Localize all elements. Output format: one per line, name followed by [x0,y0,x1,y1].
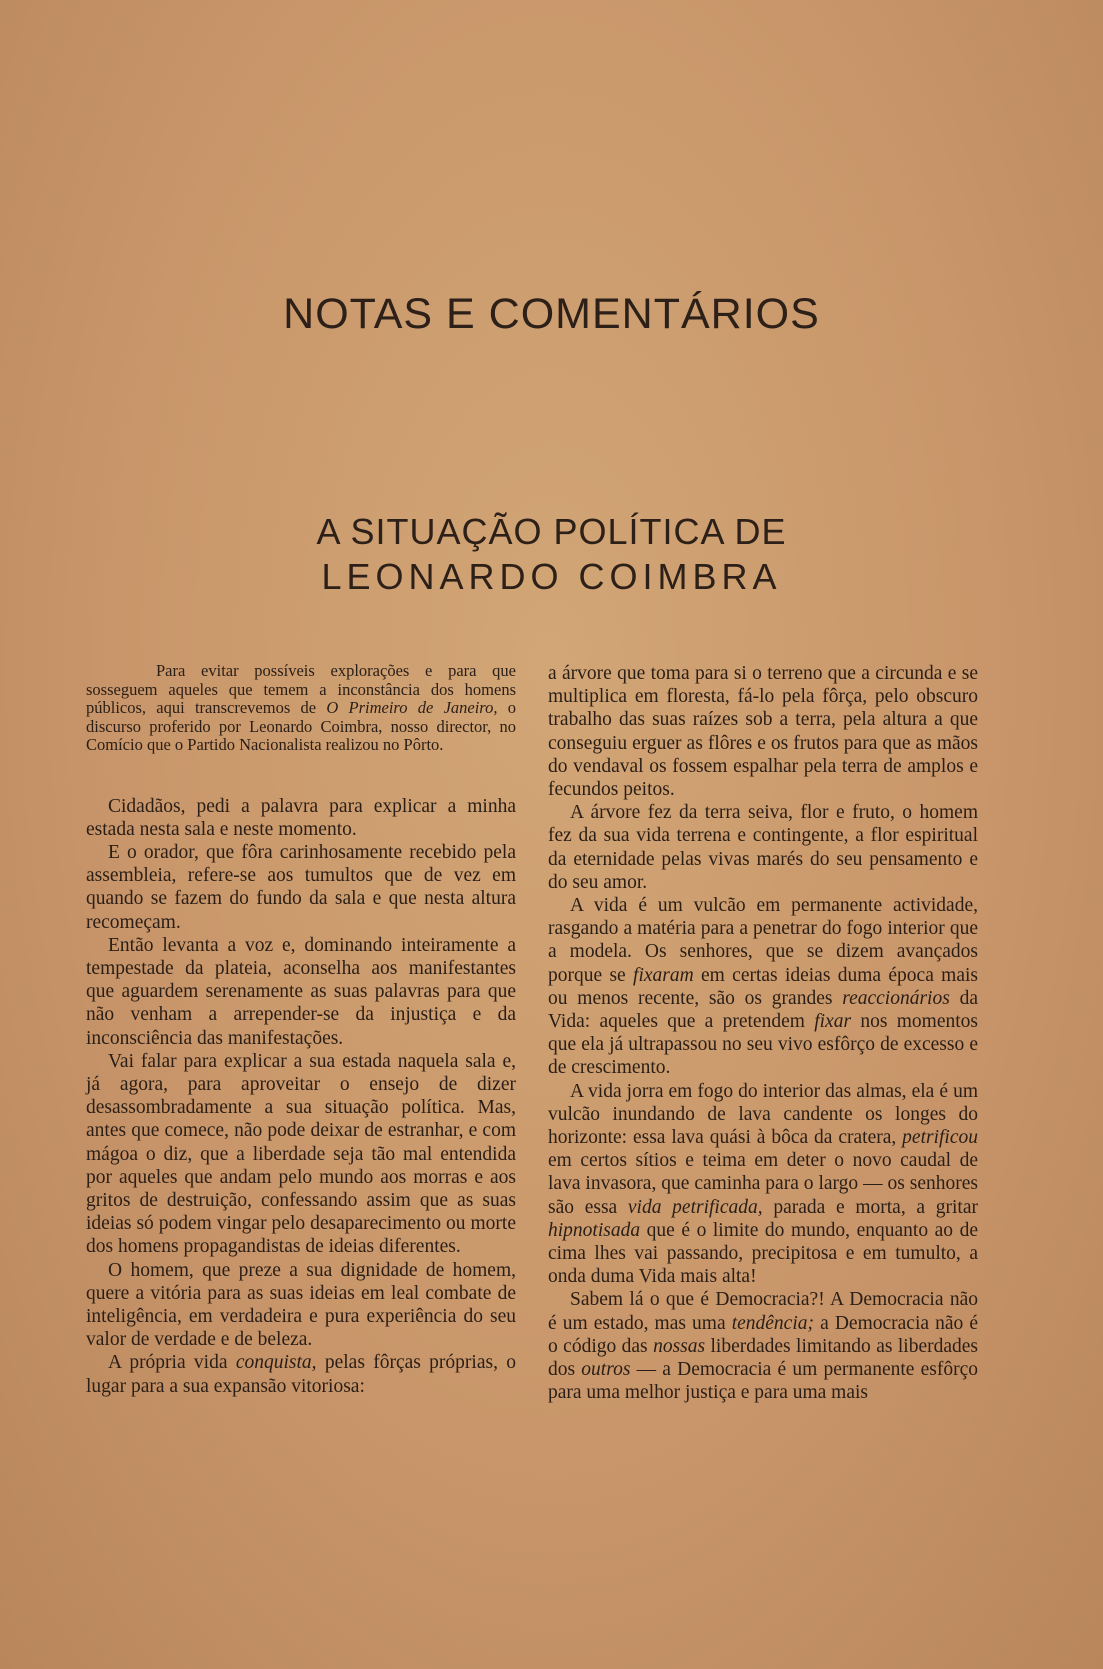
article-title-line-1: A SITUAÇÃO POLÍTICA DE [316,511,787,552]
paragraph [548,1288,978,1404]
italic-run: vida petrificada, [627,1196,763,1218]
text-run: A vida jorra em fogo do interior das almas, ela é um vulcão inundando de lava candente os longes do horizonte: essa lava quási à bôca da cratera, [548,1080,978,1149]
text-run: nos momentos que ela já ultrapassou no seu vivo esfôrço de excesso e de crescimento. [548,1011,978,1079]
paragraph [548,894,978,1080]
article-title [0,510,1103,600]
italic-run: tendência; [731,1312,814,1334]
text-run: que é o limite do mundo, enquanto ao de cima lhes vai passando, precipitosa e em tumulto, a onda duma Vida mais alta! [548,1219,978,1288]
paragraph: E o orador, que fôra carinhosamente recebido pela assembleia, refere-se aos tumultos que de vez em quando se fazem do fundo da sala e que nesta altura recomeçam. [86,841,516,933]
italic-run: hipnotisada [548,1219,641,1241]
paragraph: O homem, que preze a sua dignidade de homem, quere a vitória para as suas ideias em leal combate de inteligência, em verdadeira e pura experiência do seu valor de verdade e de beleza. [86,1259,516,1351]
paragraph: Então levanta a voz e, dominando inteiramente a tempestade da plateia, aconselha aos manifestantes que aguardem serenamente as suas palavras para que não venham a arrepender-se da injustiça e da inconsciência das manifestações. [86,934,516,1049]
text-run: em certos sítios e teima em deter o novo caudal de lava invasora, que caminha para o largo — os senhores são essa [548,1150,978,1218]
paragraph [548,1080,978,1289]
paragraph [86,1351,516,1397]
right-body [548,662,978,1405]
text-run: liberdades limitando as liberdades dos [548,1335,978,1381]
right-column [548,662,978,1405]
italic-run: fixaram [633,964,694,986]
intro-newspaper-name: O Primeiro de Janeiro, [326,698,498,717]
italic-run: outros [581,1359,631,1381]
left-column [86,662,516,1398]
text-run: A vida é um vulcão em permanente actividade, rasgando a matéria para a penetrar do fogo interior que a modela. Os senhores, que se dizem avançados porque se [548,895,978,986]
text-run: — a Democracia é um permanente esfôrço para uma melhor justiça e para uma mais [548,1359,978,1404]
article-title-line-2: LEONARDO COIMBRA [321,556,782,597]
text-run: em certas ideias duma época mais ou menos recente, são os grandes [548,964,978,1009]
intro-text-1: Para evitar possíveis explorações e para que sosseguem aqueles que temem a inconstância dos homens públicos, aqui transcrevemos de [86,661,516,717]
italic-run: petrificou [902,1127,978,1149]
italic-run: nossas [653,1335,706,1357]
text-run: Sabem lá o que é Democracia?! A Democracia não é um estado, mas uma [548,1289,978,1334]
paragraph-continued: a árvore que toma para si o terreno que a circunda e se multiplica em floresta, fá-lo pela fôrça, pelo obscuro trabalho das suas raízes sob a terra, pela altura a que conseguiu erguer as flôres e os frutos para que as mãos do vendaval os fossem espalhar pela terra de amplos e fecundos peitos. [548,663,978,801]
italic-run: conquista, [235,1352,317,1374]
intro-paragraph [86,662,516,755]
text-run: da Vida: aqueles que a pretendem [548,987,978,1033]
text-run: a Democracia não é o código das [548,1312,979,1357]
italic-run: fixar [814,1011,852,1033]
italic-run: reaccionários [842,987,950,1009]
text-run: pelas fôrças próprias, o lugar para a sua expansão vitoriosa: [86,1352,517,1397]
left-body [86,795,516,1398]
paragraph: A árvore fez da terra seiva, flor e fruto, o homem fez da sua vida terrena e contingente, a flor espiritual da eternidade pelas vivas marés do seu pensamento e do seu amor. [548,802,978,893]
section-title: NOTAS E COMENTÁRIOS [283,290,820,338]
paragraph: Cidadãos, pedi a palavra para explicar a minha estada nesta sala e neste momento. [86,795,516,840]
intro-text-2: o discurso proferido por Leonardo Coimbra, nosso director, no Comício que o Partido Nacionalista realizou no Pôrto. [86,698,516,754]
paragraph: Vai falar para explicar a sua estada naquela sala e, já agora, para aproveitar o ensejo de dizer desassombradamente a sua situação política. Mas, antes que comece, não pode deixar de estranhar, e com mágoa o diz, que a liberdade seja tão mal entendida por aqueles que andam pelo mundo aos morras e aos gritos de destruição, confessando assim que as suas ideias só podem vingar pelo desaparecimento ou morte dos homens propagandistas de ideias diferentes. [86,1050,516,1258]
text-run: A própria vida [108,1352,236,1374]
text-run: parada e morta, a gritar [762,1196,978,1218]
